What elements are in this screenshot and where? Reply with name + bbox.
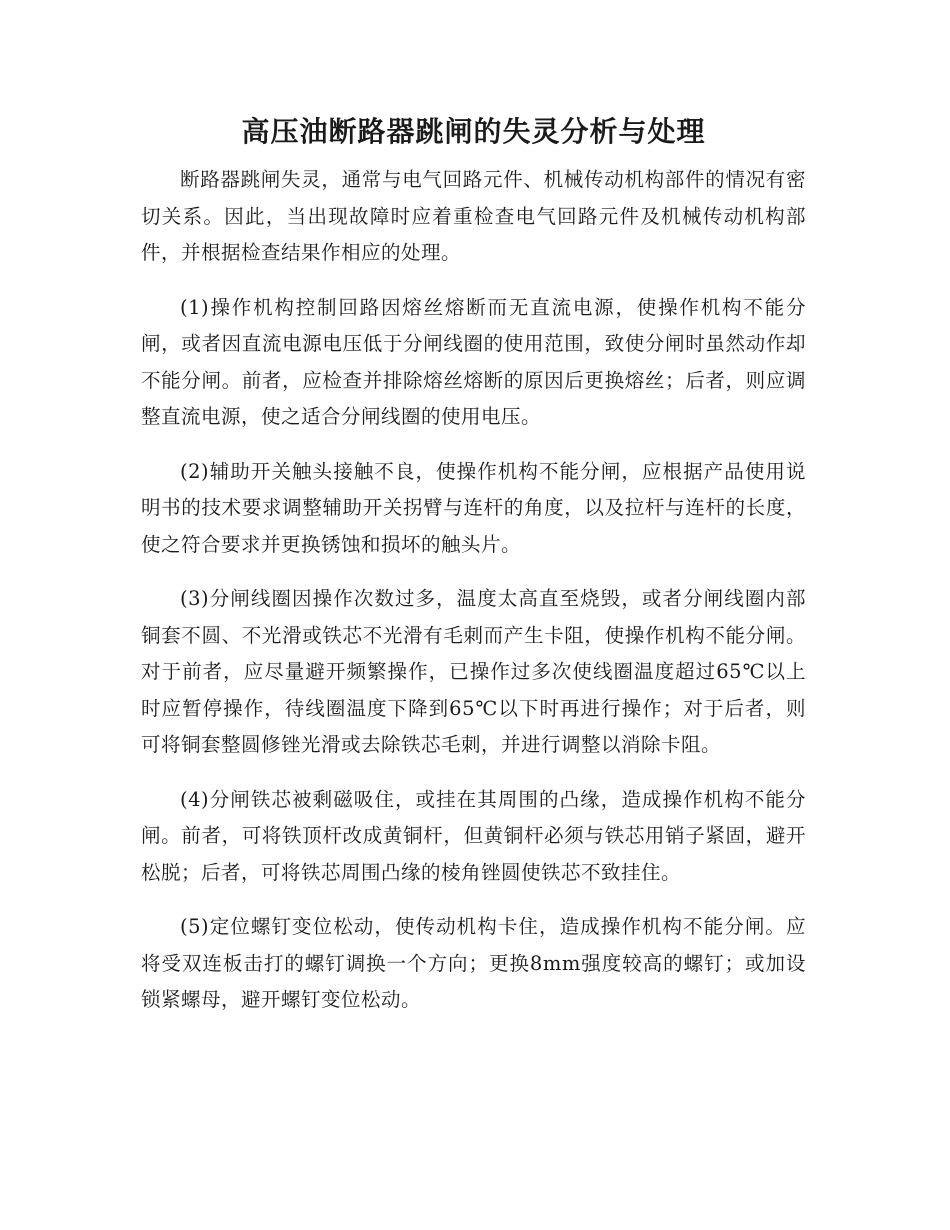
paragraph-item-5: (5)定位螺钉变位松动，使传动机构卡住，造成操作机构不能分闸。应将受双连板击打的螺钉调换一个方向；更换8mm强度较高的螺钉；或加设锁紧螺母，避开螺钉变位松动。 [141, 915, 806, 1011]
paragraph-item-2: (2)辅助开关触头接触不良，使操作机构不能分闸，应根据产品使用说明书的技术要求调整辅助开关拐臂与连杆的角度，以及拉杆与连杆的长度，使之符合要求并更换锈蚀和损坏的触头片。 [141, 459, 806, 556]
document-page [141, 112, 806, 1037]
document-title: 高压油断路器跳闸的失灵分析与处理 [241, 115, 706, 148]
paragraph-item-1: (1)操作机构控制回路因熔丝熔断而无直流电源，使操作机构不能分闸，或者因直流电源电压低于分闸线圈的使用范围，致使分闸时虽然动作却不能分闸。前者，应检查并排除熔丝熔断的原因后更换熔丝；后者，则应调整直流电源，使之适合分闸线圈的使用电压。 [141, 295, 806, 428]
paragraph-item-4: (4)分闸铁芯被剩磁吸住，或挂在其周围的凸缘，造成操作机构不能分闸。前者，可将铁顶杆改成黄铜杆，但黄铜杆必须与铁芯用销子紧固，避开松脱；后者，可将铁芯周围凸缘的棱角锉圆使铁芯不致挂住。 [141, 787, 806, 884]
paragraph-item-3: (3)分闸线圈因操作次数过多，温度太高直至烧毁，或者分闸线圈内部铜套不圆、不光滑或铁芯不光滑有毛刺而产生卡阻，使操作机构不能分闸。对于前者，应尽量避开频繁操作，已操作过多次使线圈温度超过65℃以上时应暂停操作，待线圈温度下降到65℃以下时再进行操作；对于后者，则可将铜套整圆修锉光滑或去除铁芯毛刺，并进行调整以消除卡阻。 [141, 587, 806, 756]
paragraph-intro: 断路器跳闸失灵，通常与电气回路元件、机械传动机构部件的情况有密切关系。因此，当出现故障时应着重检查电气回路元件及机械传动机构部件，并根据检查结果作相应的处理。 [141, 168, 806, 264]
